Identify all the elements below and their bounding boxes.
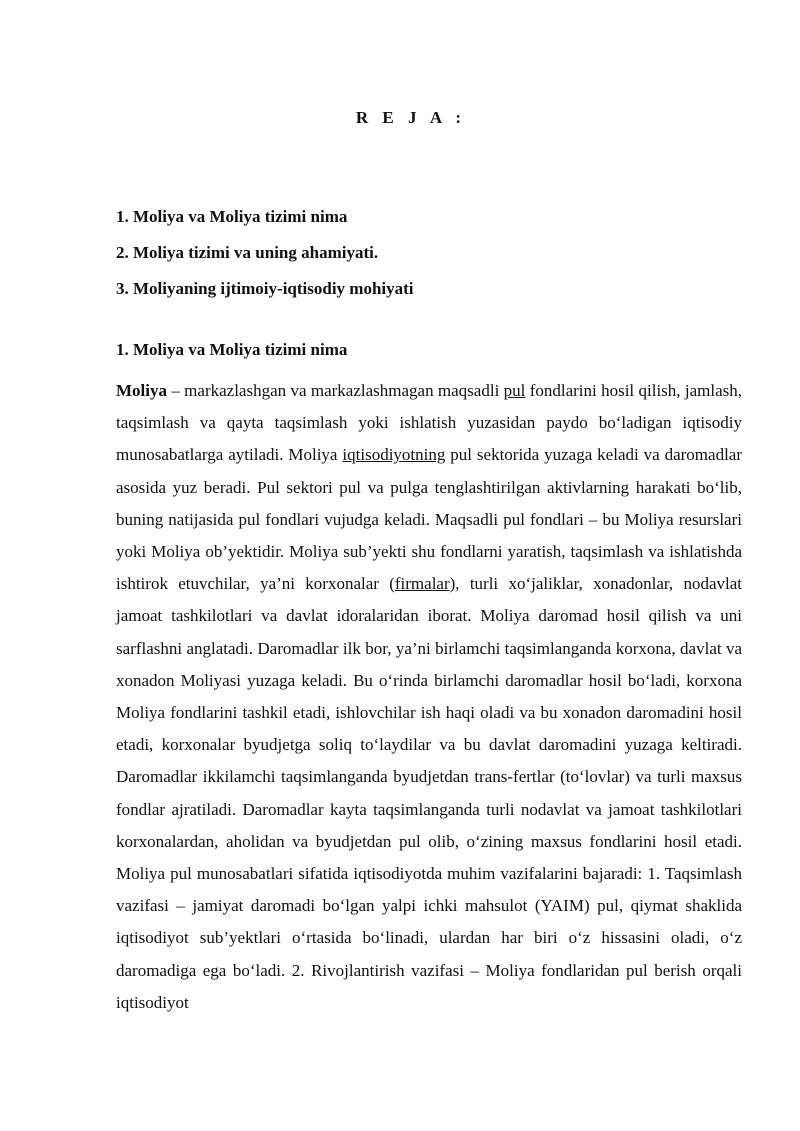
body-paragraph: [116, 375, 742, 1019]
iqtisodiyotning-link[interactable]: iqtisodiyotning: [342, 445, 446, 465]
defined-term: Moliya: [116, 381, 167, 400]
text-segment: pul sektorida yuzaga keladi va daromadlar asosida yuz beradi. Pul sektori pul va pulga tenglashtirilgan aktivlarning harakati bo‘lib, buning natijasida pul fondlari vujudga keladi. Maqsadli pul fondlari – bu Moliya resurslari yoki Moliya ob’yektidir. Moliya sub’yekti shu fondlarni yaratish, taqsimlash va ishlatishda ishtirok etuvchilar, ya’ni korxonalar (: [116, 445, 742, 594]
plan-item: 2. Moliya tizimi va uning ahamiyati.: [116, 243, 379, 262]
text-segment: fondlarini hosil qilish, jamlash, taqsimlash va qayta taqsimlash yoki ishlatish yuzasidan paydo bo‘ladigan iqtisodiy munosabatlarga aytiladi. Moliya: [116, 381, 742, 465]
plan-list: [116, 203, 414, 311]
section-heading: 1. Moliya va Moliya tizimi nima: [116, 340, 348, 359]
text-segment: ), turli xo‘jaliklar, xonadonlar, nodavlat jamoat tashkilotlari va davlat idoralaridan iborat. Moliya daromad hosil qilish va uni sarflashni anglatadi. Daromadlar ilk bor, ya’ni birlamchi taqsimlanganda korxona, davlat va xonadon Moliyasi yuzaga keladi. Bu o‘rinda birlamchi daromadlar hosil bo‘ladi, korxona Moliya fondlarini tashkil etadi, ishlovchilar ish haqi oladi va bu xonadon daromadini hosil etadi, korxonalar byudjetga soliq to‘laydilar va bu davlat daromadini yuzaga keltiradi. Daromadlar ikkilamchi taqsimlanganda byudjetdan trans-fertlar (to‘lovlar) va turli maxsus fondlar ajratiladi. Daromadlar kayta taqsimlanganda turli nodavlat va jamoat tashkilotlari korxonalardan, aholidan va byudjetdan pul olib, o‘zining maxsus fondlarini hosil etadi. Moliya pul munosabatlari sifatida iqtisodiyotda muhim vazifalarini bajaradi: 1. Taqsimlash vazifasi – jamiyat daromadi bo‘lgan yalpi ichki mahsulot (YAIM) pul, qiymat shaklida iqtisodiyot sub’yektlari o‘rtasida bo‘linadi, ulardan har biri o‘z hissasini oladi, o‘z daromadiga ega bo‘ladi. 2. Rivojlantirish vazifasi – Moliya fondlaridan pul berish orqali iqtisodiyot: [116, 574, 742, 1012]
plan-item: 1. Moliya va Moliya tizimi nima: [116, 207, 348, 226]
pul-link[interactable]: pul: [503, 381, 526, 400]
plan-item: 3. Moliyaning ijtimoiy-iqtisodiy mohiyati: [116, 279, 414, 298]
page-title: R E J A :: [355, 108, 467, 127]
firmalar-link[interactable]: firmalar: [394, 574, 450, 594]
text-segment: – markazlashgan va markazlashmagan maqsadli: [167, 381, 504, 400]
